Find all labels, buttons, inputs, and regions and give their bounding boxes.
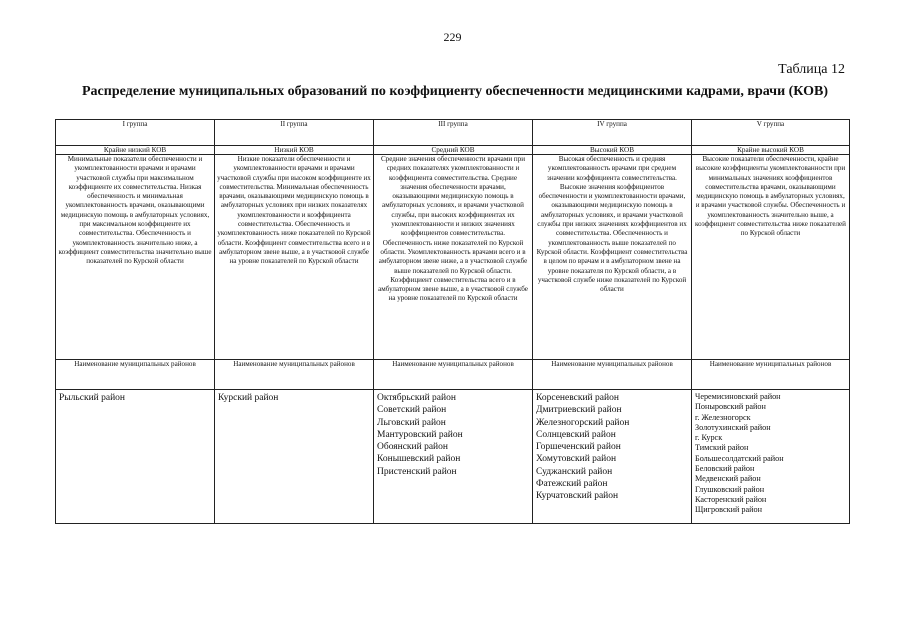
district-name: Железногорский район xyxy=(536,417,630,428)
district-name: Обоянский район xyxy=(377,442,448,453)
level-cell: Высокий КОВ xyxy=(533,146,692,155)
district-name: Тимский район xyxy=(695,443,749,453)
district-name: Черемисиновский район xyxy=(695,392,781,401)
district-name: Большесолдатский район xyxy=(695,453,784,463)
name-header-cell: Наименование муниципальных районов xyxy=(56,360,215,390)
district-list-cell xyxy=(692,390,850,524)
description-cell: Высокие показатели обеспеченности, крайне высокие коэффициенты укомплектованности при минимальных значениях коэффициентов совместительства врачами, оказывающими медицинскую помощь в амбулаторных условиях, и врачами участковой службы. Обеспеченность и укомплектованность значительно выше, а коэффициент совместительства ниже показателей по Курской области xyxy=(692,155,850,360)
district-name: Корсеневский район xyxy=(536,393,619,403)
name-header-cell: Наименование муниципальных районов xyxy=(215,360,374,390)
group-cell: V группа xyxy=(692,120,850,146)
district-name: Дмитриевский район xyxy=(536,405,622,416)
district-name: Касторенский район xyxy=(695,494,767,504)
district-name: Фатежский район xyxy=(536,479,608,490)
district-list-cell xyxy=(215,390,374,524)
district-name: Пристенский район xyxy=(377,466,457,477)
level-cell: Низкий КОВ xyxy=(215,146,374,155)
district-list-row xyxy=(56,390,850,524)
district-name: Октябрьский район xyxy=(377,393,456,403)
kov-distribution-table xyxy=(55,119,850,524)
district-name: г. Железногорск xyxy=(695,412,751,422)
description-cell: Низкие показатели обеспеченности и укомплектованности врачами и врачами участковой службы при высоком коэффициенте их совместительства. Минимальная обеспеченность врачами, оказывающими медицинскую помощь в амбулаторных условиях при низких показателях укомплектованности и коэффициента совместительства. Обеспеченность и укомплектованность ниже показателей по Курской области. Коэффициент совместительства всего и в амбулаторном звене выше, а в участковой службе на уровне показателей по Курской области xyxy=(215,155,374,360)
group-cell: IV группа xyxy=(533,120,692,146)
district-name: Рыльский район xyxy=(59,393,125,403)
district-name: Горшеченский район xyxy=(536,442,621,453)
level-row xyxy=(56,146,850,155)
group-header-row xyxy=(56,120,850,146)
district-name: Глушковский район xyxy=(695,484,765,494)
district-name: Курский район xyxy=(218,393,279,403)
district-name: Поныровский район xyxy=(695,402,766,412)
district-name: Хомутовский район xyxy=(536,454,617,465)
district-list-cell xyxy=(56,390,215,524)
group-cell: I группа xyxy=(56,120,215,146)
level-cell: Средний КОВ xyxy=(374,146,533,155)
group-cell: II группа xyxy=(215,120,374,146)
district-name: Беловский район xyxy=(695,464,755,474)
table-label: Таблица 12 xyxy=(778,62,845,77)
district-name: Курчатовский район xyxy=(536,491,619,502)
district-name: Суджанский район xyxy=(536,466,613,477)
level-cell: Крайне высокий КОВ xyxy=(692,146,850,155)
group-cell: III группа xyxy=(374,120,533,146)
district-name: г. Курск xyxy=(695,433,723,443)
district-name: Золотухинский район xyxy=(695,422,771,432)
page-number: 229 xyxy=(443,30,462,44)
description-cell: Средние значения обеспеченности врачами при средних показателях укомплектованности и коэффициента совместительства. Средние значения обеспеченности врачами, оказывающими медицинскую помощь в амбулаторных условиях, и врачами участковой службы, при высоких коэффициентах их укомплектованности и низких значениях коэффициентов совместительства. Обеспеченность ниже показателей по Курской области. Укомплектованность врачами всего и в амбулаторном звене ниже, а в участковой службе выше показателей по Курской области. Коэффициент совместительства всего и в амбулаторном звене выше, а в участковой службе на уровне показателей по Курской области xyxy=(374,155,533,360)
level-cell: Крайне низкий КОВ xyxy=(56,146,215,155)
district-name: Солнцевский район xyxy=(536,429,616,440)
description-cell: Минимальные показатели обеспеченности и укомплектованности врачами и врачами участковой службы при максимальном коэффициенте их совместительства. Низкая обеспеченность и минимальная укомплектованность врачами, оказывающими медицинскую помощь в амбулаторных условиях, при максимальном коэффициенте их совместительства. Обеспеченность и укомплектованность значительно ниже, а коэффициент совместительства значительно выше показателей по Курской области xyxy=(56,155,215,360)
district-name: Льговский район xyxy=(377,417,446,428)
name-header-cell: Наименование муниципальных районов xyxy=(533,360,692,390)
district-name: Конышевский район xyxy=(377,454,461,465)
name-header-row xyxy=(56,360,850,390)
district-name: Медвенский район xyxy=(695,474,761,484)
document-title: Распределение муниципальных образований по коэффициенту обеспеченности медицинскими кадрами, врачи (КОВ) xyxy=(81,84,828,99)
district-name: Щигровский район xyxy=(695,505,763,515)
description-cell: Высокая обеспеченность и средняя укомплектованность врачами при среднем значении коэффициента совместительства. Высокие значения коэффициентов обеспеченности и укомплектованности врачами, оказывающими медицинскую помощь в амбулаторных условиях, и врачами участковой службы при низких значениях коэффициентов их совместительства. Обеспеченность и укомплектованность выше показателей по Курской области. Коэффициент совместительства в целом по врачам и в амбулаторном звене на уровне показателя по Курской области, а в участковой службе ниже показателей по Курской области xyxy=(533,155,692,360)
district-list-cell xyxy=(533,390,692,524)
name-header-cell: Наименование муниципальных районов xyxy=(374,360,533,390)
district-list-cell xyxy=(374,390,533,524)
description-row xyxy=(56,155,850,360)
district-name: Мантуровский район xyxy=(377,429,463,440)
district-name: Советский район xyxy=(377,405,447,416)
name-header-cell: Наименование муниципальных районов xyxy=(692,360,850,390)
